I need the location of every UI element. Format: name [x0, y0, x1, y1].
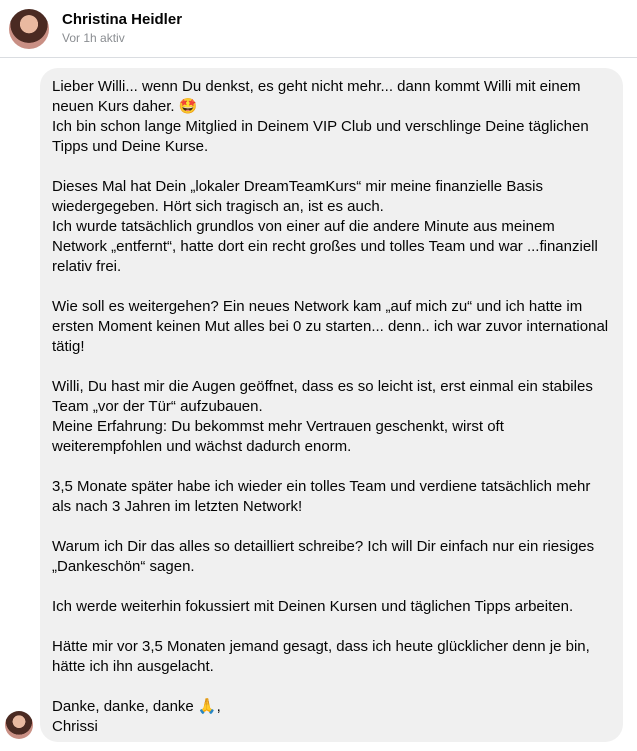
message-paragraph: Lieber Willi... wenn Du denkst, es geht nicht mehr... dann kommt Willi mit einem neuen Kurs daher. 🤩 Ich bin schon lange Mitglied in Deinem VIP Club und verschlinge Deine täglichen Tipps und Deine Kurse.	[52, 78, 589, 155]
message-bubble[interactable]	[40, 68, 623, 742]
message-paragraph: Dieses Mal hat Dein „lokaler DreamTeamKurs“ mir meine finanzielle Basis wiedergegeben. Hört sich tragisch an, ist es auch. Ich wurde tatsächlich grundlos von einer auf die andere Minute aus meinem Network „entfernt“, hatte dort ein recht großes und tolles Team und war ...finanziell relativ frei.	[52, 178, 598, 275]
message-paragraph: 3,5 Monate später habe ich wieder ein tolles Team und verdiene tatsächlich mehr als nach 3 Jahren im letzten Network!	[52, 478, 591, 515]
message-paragraph: Willi, Du hast mir die Augen geöffnet, dass es so leicht ist, erst einmal ein stabiles Team „vor der Tür“ aufzubauen. Meine Erfahrung: Du bekommst mehr Vertrauen geschenkt, wirst oft weiterempfohlen und wächst dadurch enorm.	[52, 378, 593, 455]
contact-name[interactable]: Christina Heidler	[62, 11, 183, 28]
message-paragraph: Hätte mir vor 3,5 Monaten jemand gesagt, dass ich heute glücklicher denn je bin, hätte ich ihn ausgelacht.	[52, 638, 590, 675]
message-paragraph: Warum ich Dir das alles so detailliert schreibe? Ich will Dir einfach nur ein riesiges „Dankeschön“ sagen.	[52, 538, 595, 575]
message-paragraph: Wie soll es weitergehen? Ein neues Network kam „auf mich zu“ und ich hatte im ersten Moment keinen Mut alles bei 0 zu starten... denn.. ich war zuvor international tätig!	[52, 298, 609, 355]
message-paragraph: Ich werde weiterhin fokussiert mit Deinen Kursen und täglichen Tipps arbeiten.	[52, 598, 574, 615]
message-sender-avatar[interactable]	[5, 711, 33, 739]
contact-status: Vor 1h aktiv	[62, 31, 125, 45]
contact-avatar[interactable]	[9, 9, 49, 49]
message-paragraph: Danke, danke, danke 🙏, Chrissi	[52, 698, 221, 735]
chat-header	[0, 0, 637, 58]
